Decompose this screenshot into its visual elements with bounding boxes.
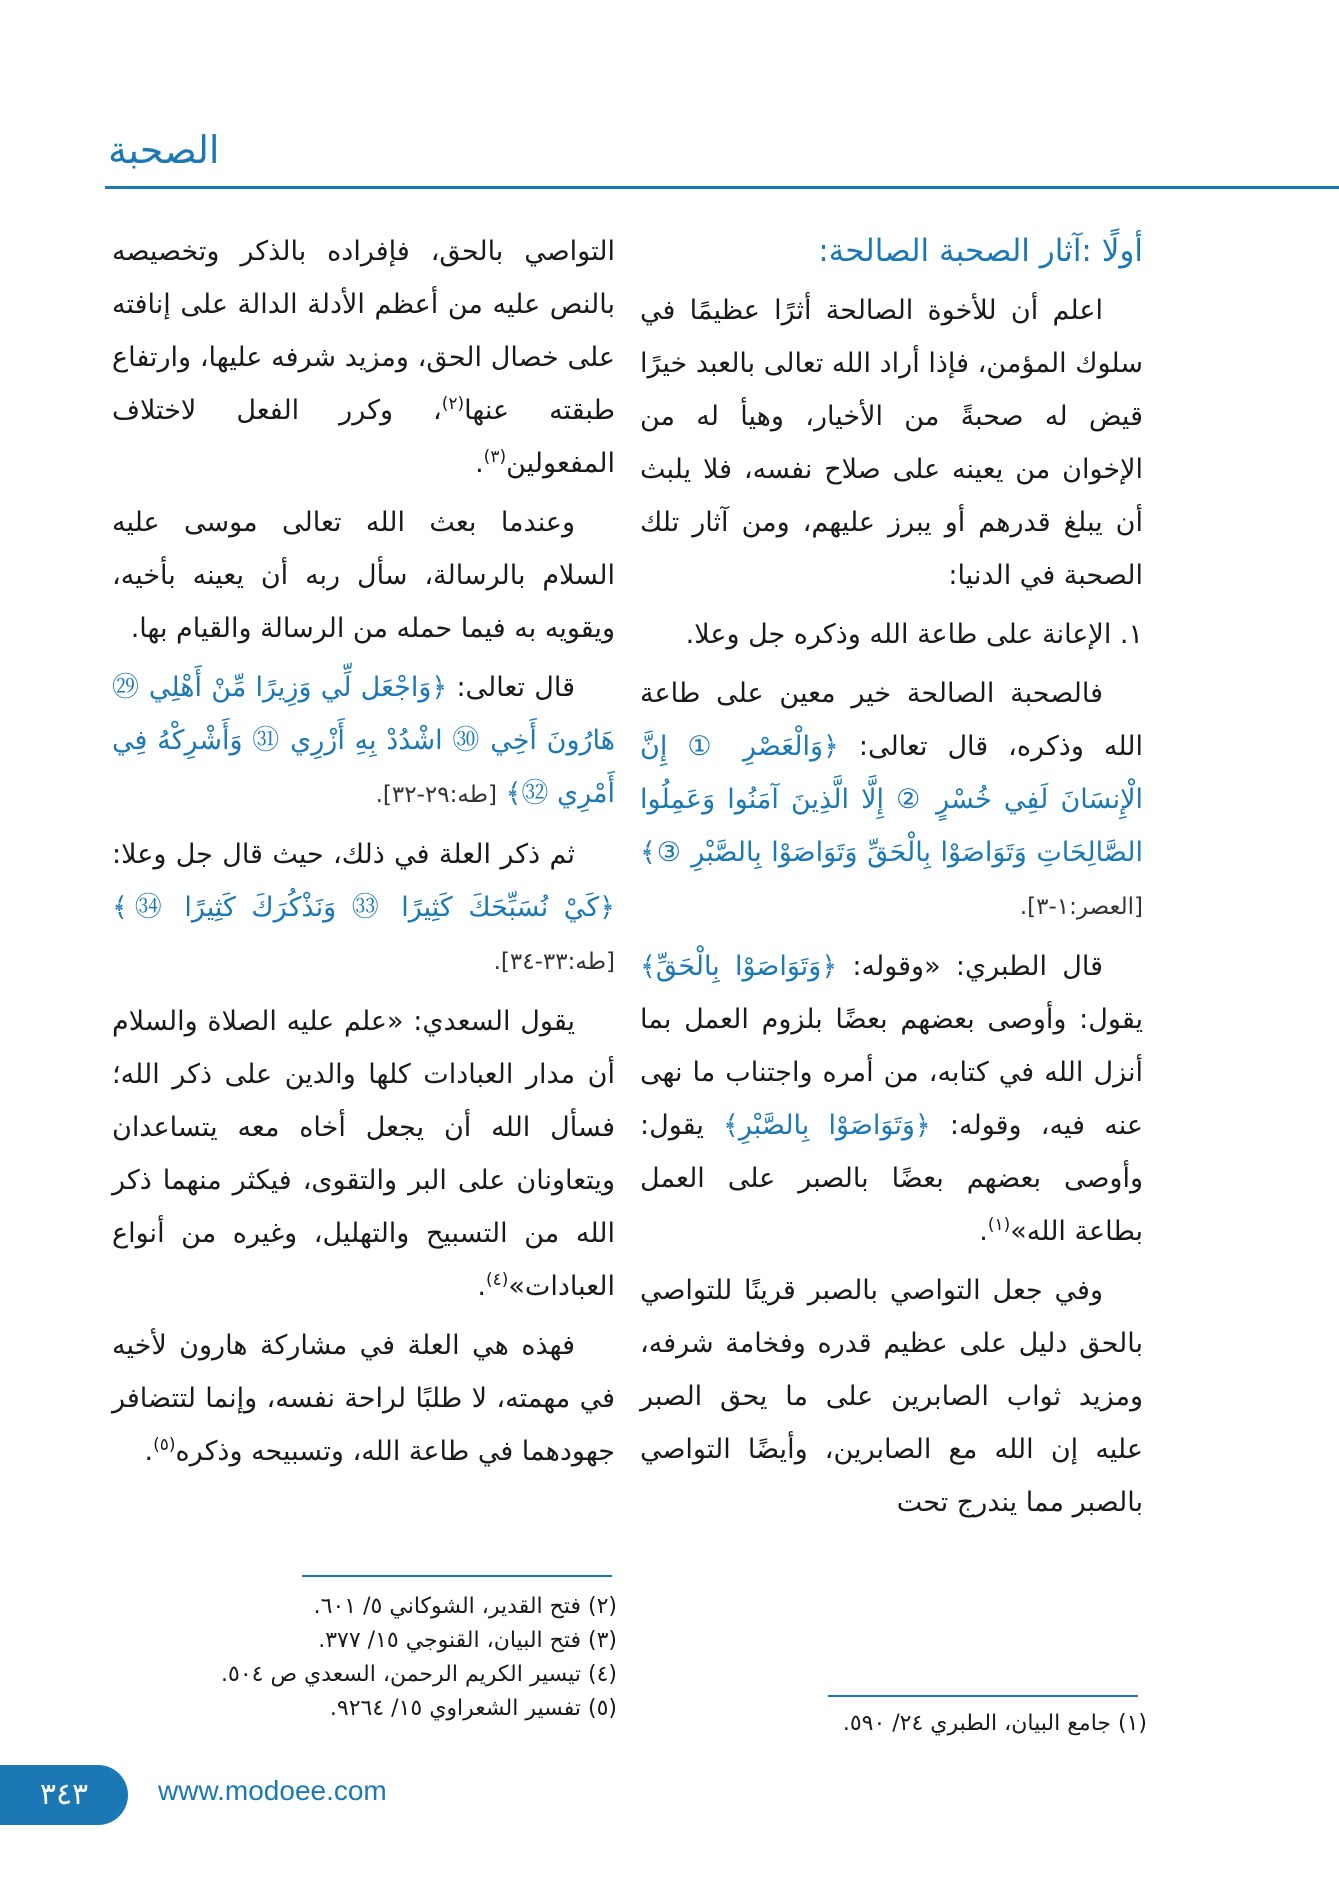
footnote-divider — [828, 1695, 1138, 1697]
list-item: ١. الإعانة على طاعة الله وذكره جل وعلا. — [685, 619, 1143, 650]
footnote: (٢) فتح القدير، الشوكاني ٥/ ٦٠١. — [313, 1594, 617, 1619]
paragraph — [112, 1319, 615, 1478]
paragraph-text: يقول: وأوصى بعضهم بعضًا بلزوم العمل بما أنزل الله في كتابه، من أمره واجتناب ما نهى عنه فيه، وقوله: — [640, 1004, 1143, 1141]
paragraph: وعندما بعث الله تعالى موسى عليه السلام بالرسالة، سأل ربه أن يعينه بأخيه، ويقويه به فيما حمله من الرسالة والقيام بها. — [112, 507, 615, 644]
header-divider — [105, 186, 1339, 189]
paragraph: قال الطبري: «وقوله: ﴿وَتَوَاصَوْا بِالْحَقِّ﴾ يقول: وأوصى بعضهم بعضًا بلزوم العمل بما أنزل الله في كتابه، من أمره واجتناب ما نهى عنه فيه، وقوله: ﴿وَتَوَاصَوْا بِالصَّبْرِ﴾ يقول: وأوصى بعضهم بعضًا بالصبر على العمل بطاعة الله»$^{(١)}$. — [640, 951, 1143, 1247]
paragraph — [112, 828, 615, 989]
paragraph-end: . — [477, 1271, 486, 1302]
paragraph-end: . — [144, 1436, 154, 1467]
footnote-marker[interactable]: (٤) — [485, 1270, 509, 1290]
verse-reference: [العصر:١-٣]. — [1019, 894, 1143, 920]
footnotes-right — [843, 1707, 1147, 1741]
right-column — [640, 225, 1143, 1535]
paragraph-text: فالصحبة الصالحة خير معين على طاعة الله وذكره، قال تعالى: — [640, 678, 1143, 762]
chapter-title: الصحبة — [108, 128, 220, 172]
paragraph-end: . — [475, 448, 484, 479]
section-heading: أولًا :آثار الصحبة الصالحة: — [818, 233, 1143, 269]
paragraph-text: يقول: وأوصى بعضهم بعضًا بالصبر على العمل بطاعة الله» — [640, 1110, 1143, 1247]
paragraph-text: فهذه هي العلة في مشاركة هارون لأخيه في مهمته، لا طلبًا لراحة نفسه، وإنما لتتضافر جهودهما في طاعة الله، وتسبيحه وذكره — [112, 1330, 615, 1467]
verse-reference: [طه:٢٩-٣٢]. — [375, 782, 497, 808]
footnote-marker[interactable]: (٣) — [483, 447, 507, 467]
paragraph: وفي جعل التواصي بالصبر قرينًا للتواصي بالحق دليل على عظيم قدره وفخامة شرفه، ومزيد ثواب الصابرين على ما يحق الصبر عليه إن الله مع الصابرين، وأيضًا التواصي بالصبر مما يندرج تحت — [640, 1275, 1143, 1518]
footnote-marker[interactable]: (٥) — [153, 1435, 176, 1455]
paragraph — [112, 995, 615, 1313]
left-column — [112, 225, 615, 1484]
paragraph: اعلم أن للأخوة الصالحة أثرًا عظيمًا في سلوك المؤمن، فإذا أراد الله تعالى بالعبد خيرًا قيض له صحبةً من الأخيار، وهيأ له من الإخوان من يعينه على صلاح نفسه، فلا يلبث أن يبلغ قدرهم أو يبرز عليهم، ومن آثار تلك الصحبة في الدنيا: — [640, 295, 1143, 591]
footnote: (٤) تيسير الكريم الرحمن، السعدي ص ٥٠٤. — [221, 1662, 617, 1687]
paragraph-text: ، وكرر الفعل لاختلاف المفعولين — [112, 395, 615, 479]
paragraph — [640, 667, 1143, 934]
footnote-marker[interactable]: (١) — [987, 1215, 1011, 1235]
quran-verse: ﴿وَالْعَصْرِ ① إِنَّ الْإِنسَانَ لَفِي خُسْرٍ ② إِلَّا الَّذِينَ آمَنُوا وَعَمِلُوا الصَّالِحَاتِ وَتَوَاصَوْا بِالْحَقِّ وَتَوَاصَوْا بِالصَّبْرِ ③﴾ — [640, 731, 1143, 868]
paragraph-text: قال تعالى: — [456, 672, 576, 703]
page-number-badge: ٣٤٣ — [0, 1765, 128, 1825]
paragraph — [112, 225, 615, 490]
quran-verse: ﴿وَاجْعَل لِّي وَزِيرًا مِّنْ أَهْلِي ㉙ هَارُونَ أَخِي ㉚ اشْدُدْ بِهِ أَزْرِي ㉛ وَأَشْرِكْهُ فِي أَمْرِي ㉜﴾ — [112, 672, 615, 809]
paragraph-text: ثم ذكر العلة في ذلك، حيث قال جل وعلا: — [112, 839, 575, 870]
paragraph-text: قال الطبري: «وقوله: — [852, 951, 1103, 982]
footnote-divider — [302, 1575, 612, 1577]
paragraph — [112, 661, 615, 822]
footnotes-left — [221, 1590, 617, 1726]
quran-verse: ﴿وَتَوَاصَوْا بِالصَّبْرِ﴾ — [723, 1110, 931, 1141]
quran-verse: ﴿كَيْ نُسَبِّحَكَ كَثِيرًا ㉝ وَنَذْكُرَكَ كَثِيرًا ㉞﴾ — [112, 892, 615, 923]
paragraph-text: يقول السعدي: «علم عليه الصلاة والسلام أن مدار العبادات كلها والدين على ذكر الله؛ فسأل الله أن يجعل أخاه معه يتساعدان ويتعاونان على البر والتقوى، فيكثر منهما ذكر الله من التسبيح والتهليل، وغيره من أنواع العبادات» — [112, 1006, 615, 1302]
footnote: (٣) فتح البيان، القنوجي ١٥/ ٣٧٧. — [318, 1628, 617, 1653]
verse-reference: [طه:٣٣-٣٤]. — [493, 949, 615, 975]
footnote-marker[interactable]: (٢) — [441, 394, 465, 414]
site-url-link[interactable]: www.modoee.com — [158, 1775, 387, 1806]
footnote: (٥) تفسير الشعراوي ١٥/ ٩٢٦٤. — [329, 1696, 617, 1721]
paragraph-text: التواصي بالحق، فإفراده بالذكر وتخصيصه بالنص عليه من أعظم الأدلة الدالة على إنافته على خصال الحق، ومزيد شرفه عليها، وارتفاع طبقته عنها — [112, 236, 615, 426]
quran-verse: ﴿وَتَوَاصَوْا بِالْحَقِّ﴾ — [640, 951, 838, 982]
footnote: (١) جامع البيان، الطبري ٢٤/ ٥٩٠. — [842, 1711, 1147, 1736]
